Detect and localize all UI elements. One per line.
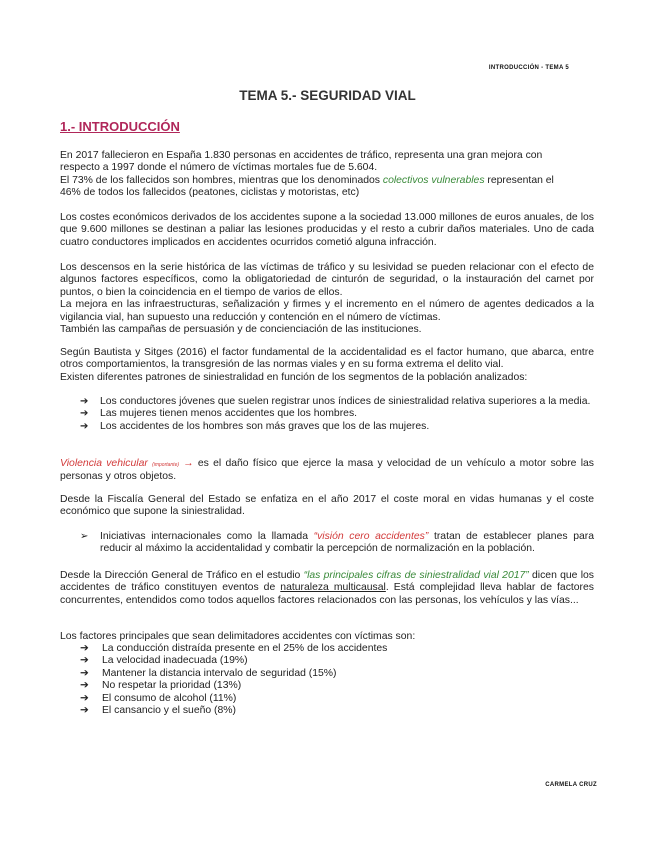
paragraph-line: 46% de todos los fallecidos (peatones, ciclistas y motoristas, etc) [60, 187, 360, 199]
paragraph-factores: Los factores principales que sean delimitadores accidentes con víctimas son: [60, 631, 416, 642]
page-footer: CARMELA CRUZ [545, 782, 597, 788]
paragraph-violencia: Violencia vehicular (importante) → es el daño físico que ejerce la masa y velocidad de un vehículo a motor sobre las personas y otros objetos. [60, 458, 594, 483]
paragraph-text: Los descensos en la serie histórica de las víctimas de tráfico y su lesividad se pueden relacionar con el efecto de algunos factores específicos, como la obligatoriedad de cinturón de seguridad, o la instauración del carnet por puntos, o bien la coincidencia en el tiempo de varios de ellos. [60, 262, 594, 298]
paragraph-text: Según Bautista y Sitges (2016) el factor fundamental de la accidentalidad es el factor humano, que abarca, entre otros comportamientos, la transgresión de las normas viales y en su forma extrema el delito vial. [60, 347, 594, 371]
note-label: (importante) [152, 462, 180, 468]
list-item: ➔ La conducción distraída presente en el 25% de los accidentes [80, 643, 388, 654]
paragraph-text: También las campañas de persuasión y de concienciación de las instituciones. [60, 324, 422, 336]
arrow-icon: ➔ [80, 396, 89, 407]
arrow-icon: ➔ [80, 692, 89, 704]
paragraph-descensos [60, 262, 594, 336]
paragraph-dgt: Desde la Dirección General de Tráfico en el estudio “las principales cifras de siniestralidad vial 2017” dicen que los accidentes de tráfico constituyen eventos de naturaleza multicausal. Está complejidad lleva hablar de factores concurrentes, entendidos como todos aquellos factores relacionados con las personas, los vehículos y las vías... [60, 570, 594, 606]
highlight-term: colectivos vulnerables [382, 174, 485, 186]
paragraph-costs: Los costes económicos derivados de los accidentes supone a la sociedad 13.000 millones de euros anuales, de los que 9.600 millones se destinan a paliar las lesiones producidas y el resto a cubrir daños materiales. Uno de cada cuatro conductores implicados en accidentes ocurridos cometió alguna infracción. [60, 212, 594, 248]
underlined-term: naturaleza multicausal [280, 582, 386, 594]
list-item: ➔ Los accidentes de los hombres son más graves que los de las mujeres. [80, 420, 430, 432]
arrow-icon: ➔ [80, 680, 89, 692]
initiatives-list [80, 531, 594, 556]
arrow-icon: ➔ [80, 643, 89, 654]
list-item: ➔ Los conductores jóvenes que suelen registrar unos índices de siniestralidad relativa superiores a la media. [80, 396, 591, 407]
page-header: INTRODUCCIÓN - TEMA 5 [488, 65, 569, 71]
arrow-icon: ➔ [80, 705, 89, 717]
triangle-bullet-icon: ➢ [80, 531, 89, 542]
list-item: ➢ Iniciativas internacionales como la llamada “visión cero accidentes” tratan de establecer planes para reducir al máximo la accidentalidad y combatir la percepción de normalización en la población. [80, 531, 594, 555]
arrow-icon: ➔ [80, 420, 89, 432]
list-item: ➔ El cansancio y el sueño (8%) [80, 705, 236, 717]
factors-list [80, 643, 594, 717]
list-item: ➔ El consumo de alcohol (11%) [80, 692, 237, 704]
list-item: ➔ Mantener la distancia intervalo de seguridad (15%) [80, 667, 337, 679]
highlight-term: Violencia vehicular [60, 458, 148, 469]
list-item: ➔ Las mujeres tienen menos accidentes que los hombres. [80, 408, 358, 420]
paragraph-fiscalia: Desde la Fiscalía General del Estado se enfatiza en el año 2017 el coste moral en vidas humanas y el coste económico que supone la siniestralidad. [60, 494, 594, 518]
highlight-term: “las principales cifras de siniestralidad vial 2017” [303, 570, 529, 581]
arrow-icon: ➔ [80, 655, 89, 667]
paragraph-line: En 2017 fallecieron en España 1.830 personas en accidentes de tráfico, representa una gran mejora con [60, 150, 543, 161]
paragraph-intro [60, 150, 594, 200]
paragraph-line: El 73% de los fallecidos son hombres, mientras que los denominados colectivos vulnerables representan el [60, 174, 554, 186]
list-item: ➔ La velocidad inadecuada (19%) [80, 655, 248, 667]
arrow-icon: ➔ [80, 667, 89, 679]
highlight-term: “visión cero accidentes” [313, 531, 429, 542]
arrow-icon: ➔ [80, 408, 89, 420]
section-heading: 1.- INTRODUCCIÓN [60, 119, 180, 134]
paragraph-bautista [60, 347, 594, 384]
list-item: ➔ No respetar la prioridad (13%) [80, 680, 242, 692]
arrow-icon: → [183, 458, 194, 469]
page-title: TEMA 5.- SEGURIDAD VIAL [239, 88, 416, 103]
paragraph-line: respecto a 1997 donde el número de víctimas mortales fue de 5.604. [60, 162, 378, 174]
paragraph-text: La mejora en las infraestructuras, señalización y firmes y el incremento en el número de agentes dedicados a la vigilancia vial, han supuesto una reducción y contención en el número de víctimas. [60, 299, 594, 323]
paragraph-text: Existen diferentes patrones de siniestralidad en función de los segmentos de la población analizados: [60, 371, 528, 383]
patterns-list [80, 396, 594, 433]
